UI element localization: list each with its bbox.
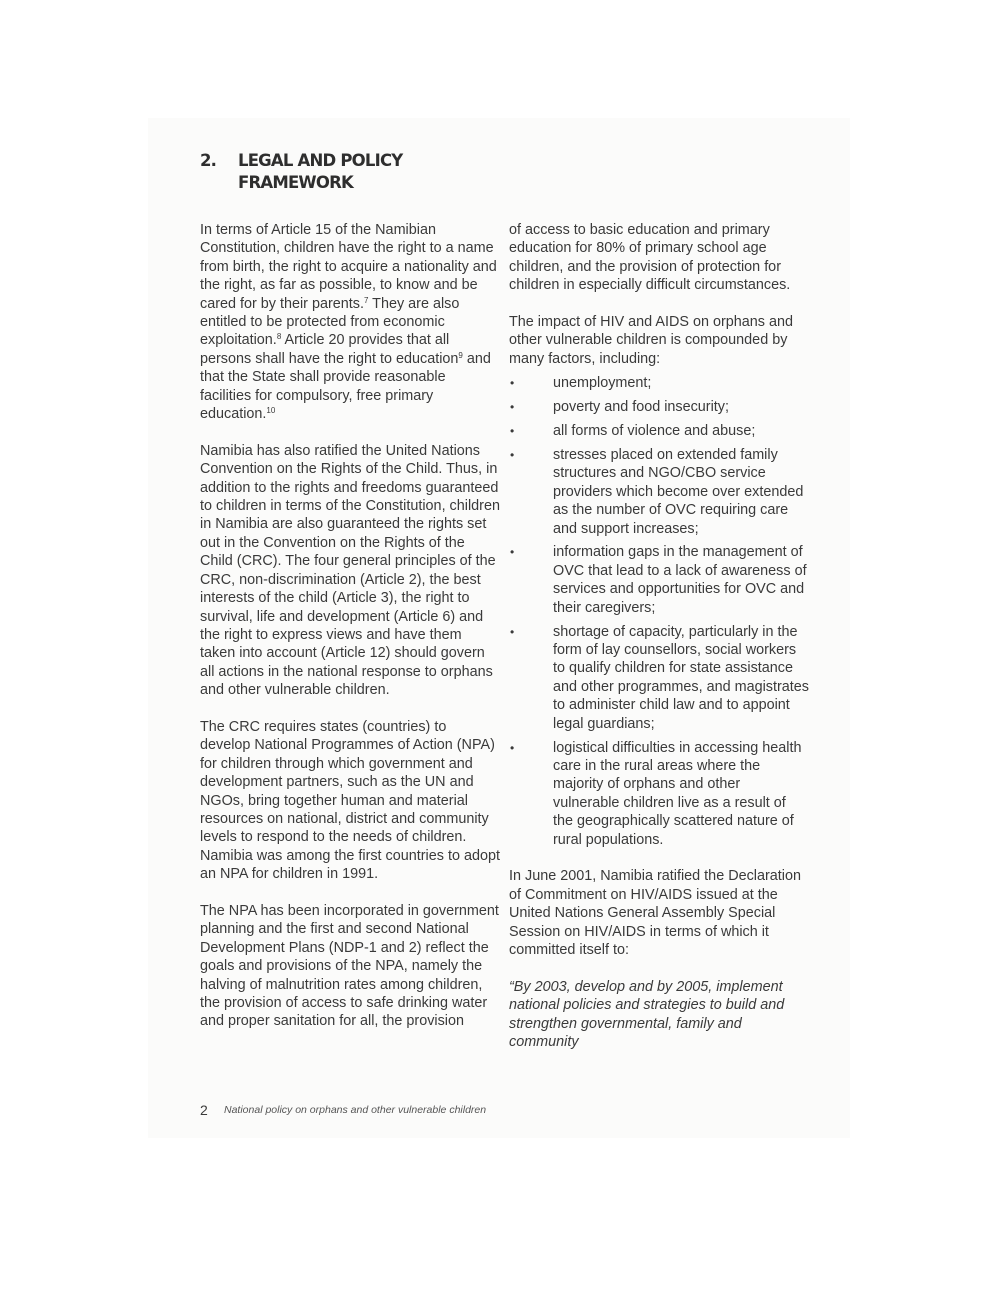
bullet-icon: • [510, 400, 515, 415]
list-item [509, 422, 809, 440]
text-run: They are also entitled to be protected from economic exploitation. [200, 295, 460, 349]
page-number: 2 [200, 1102, 208, 1118]
bullet-icon: • [510, 624, 515, 639]
footnote-ref: 9 [458, 350, 463, 360]
list-item-text: all forms of violence and abuse; [553, 423, 756, 440]
paragraph-access: of access to basic education and primary education for 80% of primary school age children, and the provision of protection for children in especially difficult circumstances. [509, 222, 791, 294]
list-item-text: poverty and food insecurity; [553, 399, 729, 416]
factors-list [509, 374, 809, 849]
list-item [509, 446, 809, 538]
left-column [200, 221, 500, 1049]
section-title-line-1: LEGAL AND POLICY [238, 151, 403, 170]
paragraph-npa: The CRC requires states (countries) to develop National Programmes of Action (NPA) for children through which government and development partners, such as the UN and NGOs, bring together human and material resources on national, district and community levels to respond to the needs of children. Namibia was among the first countries to adopt an NPA for children in 1991. [200, 718, 500, 883]
running-title: National policy on orphans and other vulnerable children [224, 1104, 487, 1116]
paragraph-crc: Namibia has also ratified the United Nations Convention on the Rights of the Child. Thus, in addition to the rights and freedoms guaranteed to children in terms of the Constitution, children in Namibia are also guaranteed the rights set out in the Convention on the Rights of the Child (CRC). The four general principles of the CRC, non-discrimination (Article 2), the best interests of the child (Article 3), the right to survival, life and development (Article 6) and the right to express views and have them taken into account (Article 12) should govern all actions in the national response to orphans and other vulnerable children. [200, 442, 500, 699]
list-item [509, 398, 809, 416]
bullet-icon: • [510, 376, 515, 391]
paragraph-declaration: In June 2001, Namibia ratified the Declaration of Commitment on HIV/AIDS issued at the United Nations General Assembly Special Session on HIV/AIDS in terms of which it committed itself to: [509, 868, 801, 958]
footnote-ref: 8 [276, 332, 282, 342]
list-item [509, 623, 809, 733]
list-item-text: shortage of capacity, particularly in the form of lay counsellors, social workers to qualify children for state assistance and other programmes, and magistrates to administer child law and to appoint legal guardians; [553, 623, 809, 732]
text-run: and that the State shall provide reasonable facilities for compulsory, free primary education. [200, 350, 491, 423]
text-run: Article 20 provides that all persons shall have the right to education [200, 332, 459, 367]
section-number: 2. [200, 151, 217, 170]
list-item [509, 543, 809, 617]
bullet-icon: • [510, 424, 515, 439]
text-run: In terms of Article 15 of the Namibian Constitution, children have the right to a name from birth, the right to acquire a nationality and the right, as far as possible, to know and be cared for by their parents. [200, 222, 497, 312]
paragraph-impact: The impact of HIV and AIDS on orphans and other vulnerable children is compounded by many factors, including: [509, 314, 793, 367]
list-item-text: unemployment; [553, 375, 652, 392]
section-title-line-2: FRAMEWORK [238, 173, 353, 192]
paragraph-constitution [200, 221, 500, 423]
right-column [509, 221, 809, 1070]
footnote-ref: 7 [363, 295, 369, 305]
list-item-text: logistical difficulties in accessing health care in the rural areas where the majority of orphans and other vulnerable children live as a result of the geographically scattered nature of rural populations. [553, 739, 802, 848]
list-item-text: stresses placed on extended family structures and NGO/CBO service providers which become over extended as the number of OVC requiring care and support increases; [553, 446, 804, 537]
bullet-icon: • [510, 740, 515, 755]
footnote-ref: 10 [266, 406, 276, 416]
list-item [509, 739, 809, 849]
paragraph-ndp: The NPA has been incorporated in government planning and the first and second National Development Plans (NDP-1 and 2) reflect the goals and provisions of the NPA, namely the halving of malnutrition rates among children, the provision of access to safe drinking water and proper sanitation for all, the provision [200, 902, 499, 1030]
section-title [238, 150, 498, 194]
bullet-icon: • [510, 447, 515, 462]
bullet-icon: • [510, 545, 515, 560]
list-item [509, 374, 809, 392]
list-item-text: information gaps in the management of OVC that lead to a lack of awareness of services and opportunities for OVC and their caregivers; [553, 544, 807, 616]
quote-commitment: “By 2003, develop and by 2005, implement national policies and strategies to build and strengthen governmental, family and community [509, 978, 785, 1051]
